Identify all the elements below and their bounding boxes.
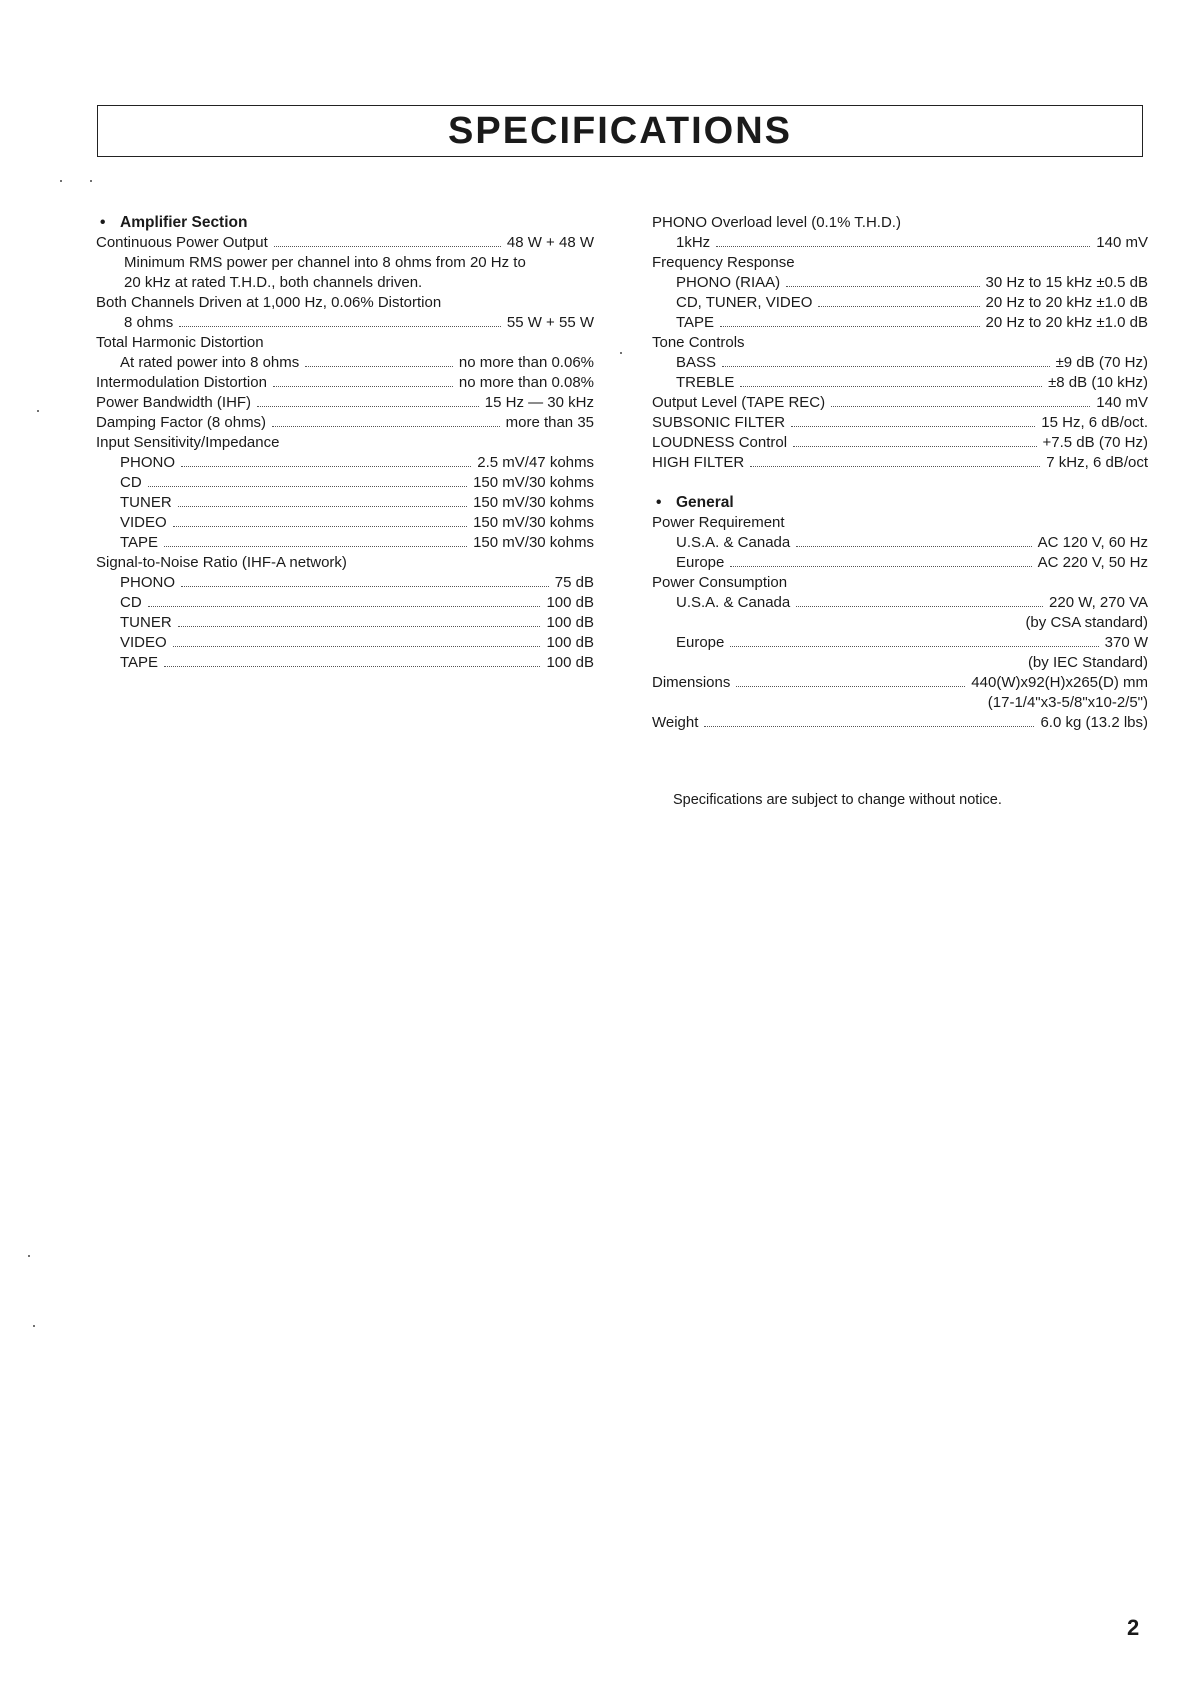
freq-heading: Frequency Response: [652, 254, 795, 271]
spec-row-tone: TREBLE ±8 dB (10 kHz): [676, 374, 1148, 391]
spec-row-weight: Weight 6.0 kg (13.2 lbs): [652, 714, 1148, 731]
amplifier-column: [96, 213, 594, 673]
tone-heading: Tone Controls: [652, 334, 745, 351]
spec-row-damping: Damping Factor (8 ohms) more than 35: [96, 414, 594, 431]
spec-row-subsonic: SUBSONIC FILTER 15 Hz, 6 dB/oct.: [652, 414, 1148, 431]
spec-row-power-req: U.S.A. & Canada AC 120 V, 60 Hz: [676, 534, 1148, 551]
right-column: [652, 213, 1148, 733]
spec-row-sensitivity: VIDEO 150 mV/30 kohms: [120, 514, 594, 531]
continuous-note-2: 20 kHz at rated T.H.D., both channels driven.: [124, 274, 423, 291]
snr-heading: Signal-to-Noise Ratio (IHF-A network): [96, 554, 347, 571]
spec-row-bandwidth: Power Bandwidth (IHF) 15 Hz — 30 kHz: [96, 394, 594, 411]
bullet-icon: •: [100, 214, 106, 231]
spec-row-high-filter: HIGH FILTER 7 kHz, 6 dB/oct: [652, 454, 1148, 471]
spec-row-imd: Intermodulation Distortion no more than 0.08%: [96, 374, 594, 391]
power-cons-heading: Power Consumption: [652, 574, 788, 591]
spec-row-sensitivity: TAPE 150 mV/30 kohms: [120, 534, 594, 551]
spec-row-power-req: Europe AC 220 V, 50 Hz: [676, 554, 1148, 571]
spec-row-thd: At rated power into 8 ohms no more than 0.06%: [120, 354, 594, 371]
spec-row-snr: VIDEO 100 dB: [120, 634, 594, 651]
spec-row-8-ohms: 8 ohms 55 W + 55 W: [124, 314, 594, 331]
general-heading: • General: [656, 494, 734, 511]
phono-overload-heading: PHONO Overload level (0.1% T.H.D.): [652, 214, 901, 231]
scan-speck: [33, 1325, 35, 1327]
thd-heading: Total Harmonic Distortion: [96, 334, 264, 351]
power-req-heading: Power Requirement: [652, 514, 785, 531]
spec-row-snr: CD 100 dB: [120, 594, 594, 611]
dimensions-note: (17-1/4"x3-5/8"x10-2/5"): [987, 694, 1148, 711]
scan-speck: [60, 180, 62, 182]
power-cons-eu-note: (by IEC Standard): [1027, 654, 1148, 671]
title-box: [97, 105, 1143, 157]
spec-row-tone: BASS ±9 dB (70 Hz): [676, 354, 1148, 371]
spec-row-sensitivity: CD 150 mV/30 kohms: [120, 474, 594, 491]
scan-speck: [28, 1255, 30, 1257]
continuous-note-1: Minimum RMS power per channel into 8 ohms from 20 Hz to: [124, 254, 526, 271]
spec-row-sensitivity: PHONO 2.5 mV/47 kohms: [120, 454, 594, 471]
page-number: 2: [1127, 1615, 1140, 1640]
spec-row-snr: TUNER 100 dB: [120, 614, 594, 631]
spec-row-power-cons-eu: Europe 370 W: [676, 634, 1148, 651]
sensitivity-heading: Input Sensitivity/Impedance: [96, 434, 280, 451]
spec-row-snr: TAPE 100 dB: [120, 654, 594, 671]
scan-speck: [620, 352, 622, 354]
page-title: SPECIFICATIONS: [448, 110, 792, 152]
both-channels-heading: Both Channels Driven at 1,000 Hz, 0.06% Distortion: [96, 294, 442, 311]
spec-row-phono-overload: 1kHz 140 mV: [676, 234, 1148, 251]
spec-row-continuous-power: Continuous Power Output 48 W + 48 W: [96, 234, 594, 251]
spec-row-freq: TAPE 20 Hz to 20 kHz ±1.0 dB: [676, 314, 1148, 331]
amplifier-heading: • Amplifier Section: [100, 214, 248, 231]
spec-row-dimensions: Dimensions 440(W)x92(H)x265(D) mm: [652, 674, 1148, 691]
scan-speck: [90, 180, 92, 182]
spec-row-sensitivity: TUNER 150 mV/30 kohms: [120, 494, 594, 511]
spec-row-loudness: LOUDNESS Control +7.5 dB (70 Hz): [652, 434, 1148, 451]
power-cons-usa-note: (by CSA standard): [1025, 614, 1148, 631]
spec-row-power-cons-usa: U.S.A. & Canada 220 W, 270 VA: [676, 594, 1148, 611]
spec-row-freq: PHONO (RIAA) 30 Hz to 15 kHz ±0.5 dB: [676, 274, 1148, 291]
spec-row-output-level: Output Level (TAPE REC) 140 mV: [652, 394, 1148, 411]
bullet-icon: •: [656, 494, 662, 511]
spec-row-snr: PHONO 75 dB: [120, 574, 594, 591]
scan-speck: [37, 410, 39, 412]
change-notice: Specifications are subject to change without notice.: [673, 792, 1002, 808]
spec-row-freq: CD, TUNER, VIDEO 20 Hz to 20 kHz ±1.0 dB: [676, 294, 1148, 311]
